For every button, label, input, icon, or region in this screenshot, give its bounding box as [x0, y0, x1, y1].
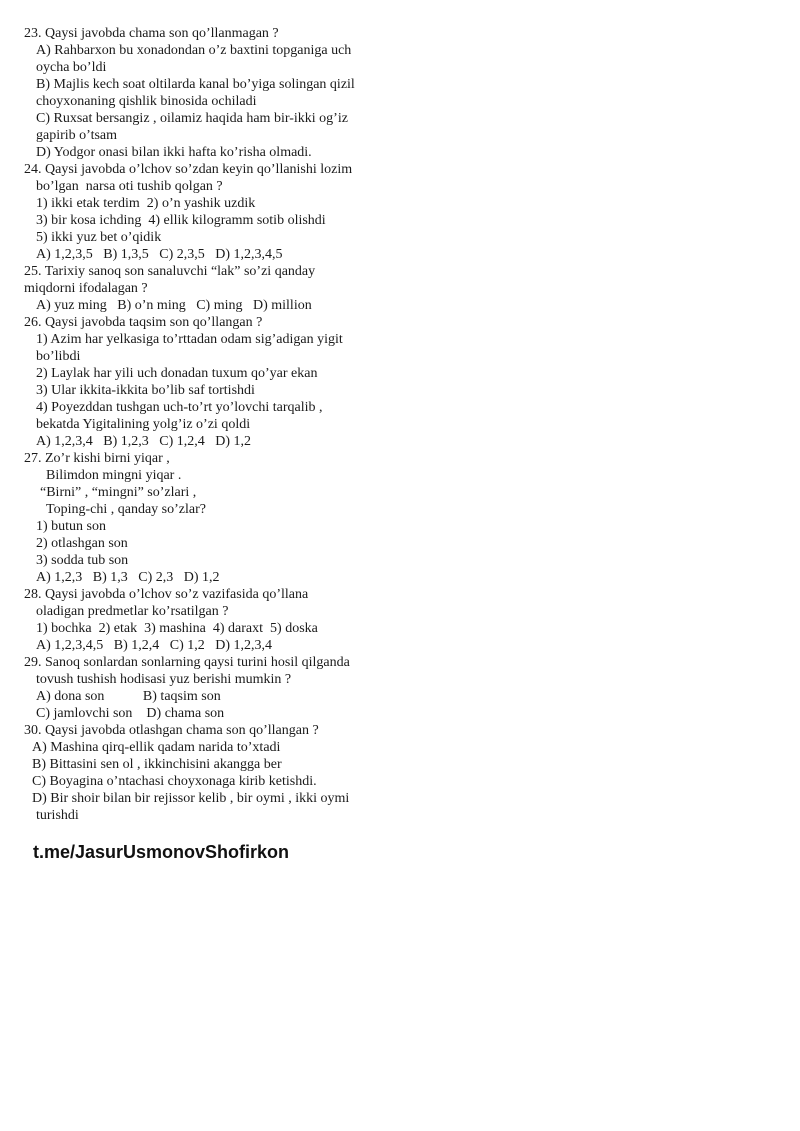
question-line: tovush tushish hodisasi yuz berishi mumkin ?	[36, 672, 292, 687]
answer-line: C) jamlovchi son D) chama son	[36, 706, 225, 721]
question-line: bo’lgan narsa oti tushib qolgan ?	[36, 179, 223, 194]
option-line: 1) bochka 2) etak 3) mashina 4) daraxt 5) doska	[36, 621, 318, 636]
poem-line: “Birni” , “mingni” so’zlari ,	[40, 485, 197, 500]
option-line: 1) Azim har yelkasiga to’rttadan odam sigʼadigan yigit	[36, 332, 343, 347]
option-line: bo’libdi	[36, 349, 81, 364]
option-line: 3) sodda tub son	[36, 553, 129, 568]
answer-line: A) 1,2,3,5 B) 1,3,5 C) 2,3,5 D) 1,2,3,4,5	[36, 247, 283, 262]
question-26: 26. Qaysi javobda taqsim son qo’llangan ?	[24, 315, 263, 330]
question-23: 23. Qaysi javobda chama son qo’llanmagan ?	[24, 26, 279, 41]
question-line: oladigan predmetlar ko’rsatilgan ?	[36, 604, 229, 619]
poem-line: Bilimdon mingni yiqar .	[46, 468, 182, 483]
answer-line: A) 1,2,3,4 B) 1,2,3 C) 1,2,4 D) 1,2	[36, 434, 252, 449]
answer-line: C) Ruxsat bersangiz , oilamiz haqida ham bir-ikki og’iz	[36, 111, 348, 126]
option-line: 2) otlashgan son	[36, 536, 128, 551]
option-line: 2) Laylak har yili uch donadan tuxum qo’yar ekan	[36, 366, 318, 381]
answer-line: A) Mashina qirq-ellik qadam narida to’xtadi	[32, 740, 281, 755]
question-line: miqdorni ifodalagan ?	[24, 281, 148, 296]
answer-line: gapirib o’tsam	[36, 128, 118, 143]
answer-line: A) 1,2,3,4,5 B) 1,2,4 C) 1,2 D) 1,2,3,4	[36, 638, 273, 653]
answer-line: A) Rahbarxon bu xonadondan o’z baxtini topganiga uch	[36, 43, 352, 58]
answer-line: oycha bo’ldi	[36, 60, 107, 75]
answer-line: B) Bittasini sen ol , ikkinchisini akangga ber	[32, 757, 282, 772]
option-line: 4) Poyezddan tushgan uch-to’rt yo’lovchi tarqalib ,	[36, 400, 323, 415]
option-line: 1) ikki etak terdim 2) o’n yashik uzdik	[36, 196, 256, 211]
question-24: 24. Qaysi javobda o’lchov so’zdan keyin qo’llanishi lozim	[24, 162, 353, 177]
option-line: 3) Ular ikkita-ikkita bo’lib saf tortishdi	[36, 383, 255, 398]
answer-line: D) Yodgor onasi bilan ikki hafta ko’risha olmadi.	[36, 145, 312, 160]
poem-line: Toping-chi , qanday so’zlar?	[46, 502, 206, 517]
question-29: 29. Sanoq sonlardan sonlarning qaysi turini hosil qilganda	[24, 655, 350, 670]
footer-channel-link[interactable]: t.me/JasurUsmonovShofirkon	[33, 842, 290, 862]
option-line: bekatda Yigitalining yolg’iz o’zi qoldi	[36, 417, 251, 432]
option-line: 5) ikki yuz bet o’qidik	[36, 230, 162, 245]
answer-line: D) Bir shoir bilan bir rejissor kelib , bir oymi , ikki oymi	[32, 791, 350, 806]
answer-line: C) Boyagina o’ntachasi choyxonaga kirib ketishdi.	[32, 774, 317, 789]
answer-line: choyxonaning qishlik binosida ochiladi	[36, 94, 257, 109]
question-28: 28. Qaysi javobda o’lchov so’z vazifasida qo’llana	[24, 587, 309, 602]
question-25: 25. Tarixiy sanoq son sanaluvchi “lak” so’zi qanday	[24, 264, 316, 279]
option-line: 1) butun son	[36, 519, 106, 534]
answer-line: A) dona son B) taqsim son	[36, 689, 221, 704]
question-27: 27. Zo’r kishi birni yiqar ,	[24, 451, 170, 466]
question-30: 30. Qaysi javobda otlashgan chama son qo’llangan ?	[24, 723, 319, 738]
answer-line: turishdi	[36, 808, 79, 823]
option-line: 3) bir kosa ichding 4) ellik kilogramm sotib olishdi	[36, 213, 326, 228]
answer-line: A) yuz ming B) o’n ming C) ming D) million	[36, 298, 312, 313]
answer-line: B) Majlis kech soat oltilarda kanal bo’yiga solingan qizil	[36, 77, 355, 92]
answer-line: A) 1,2,3 B) 1,3 C) 2,3 D) 1,2	[36, 570, 220, 585]
